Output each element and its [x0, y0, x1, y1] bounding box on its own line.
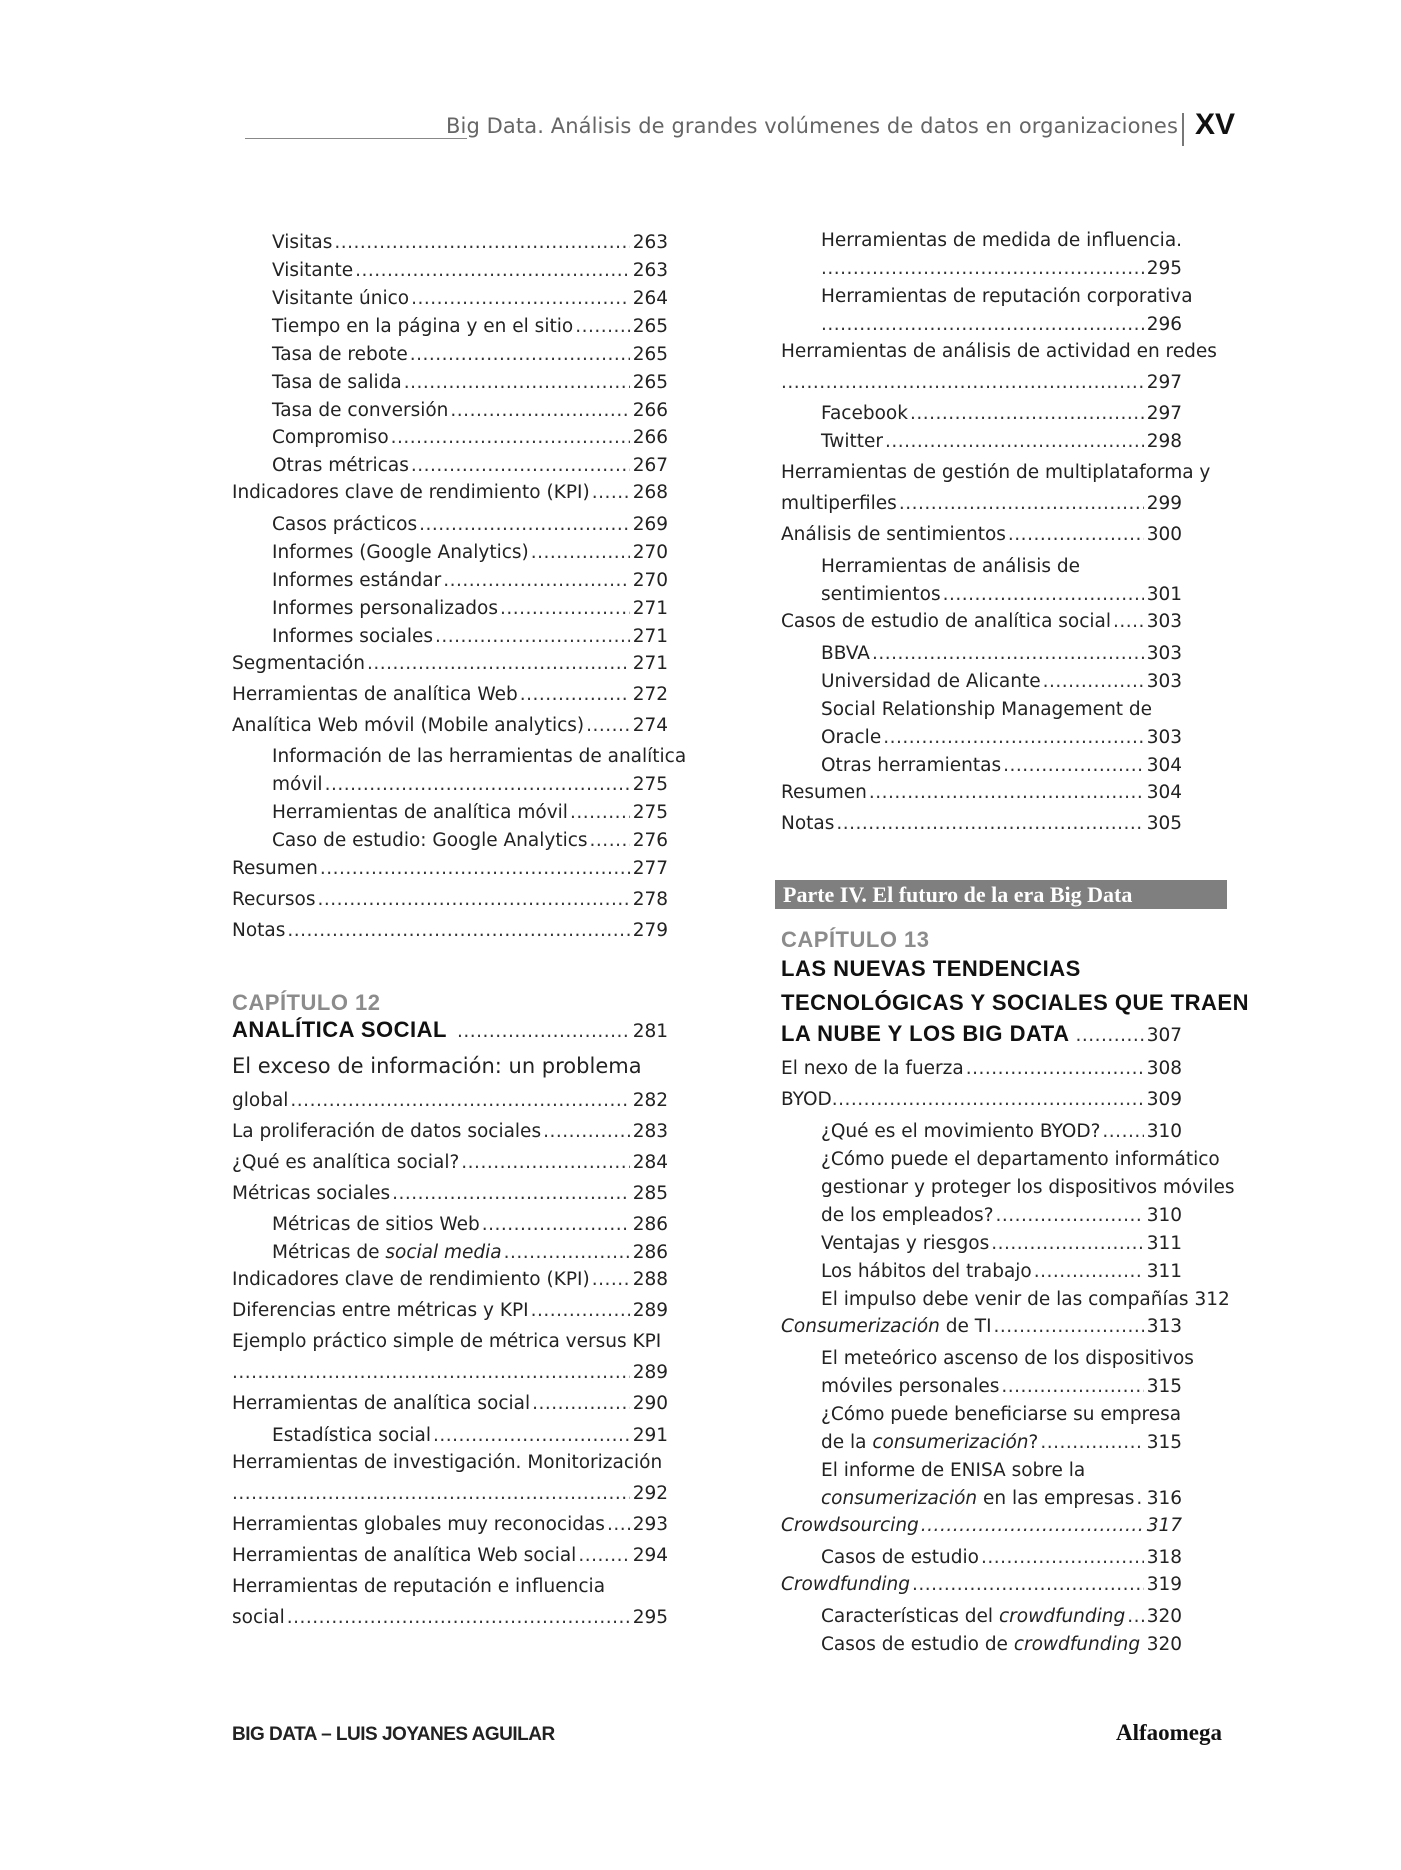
running-header-title: Big Data. Análisis de grandes volúmenes de datos en organizaciones: [446, 114, 1178, 138]
part-banner-title: Parte IV. El futuro de la era Big Data: [783, 882, 1133, 907]
header-rule: [245, 138, 467, 139]
toc-entry-line: Ejemplo práctico simple de métrica versus KPI: [232, 1331, 662, 1352]
toc-entry: Informes personalizados ..... 271: [272, 598, 668, 620]
toc-entry: Otras métricas ..... 267: [272, 455, 668, 477]
toc-entry: Oracle ..... 303: [821, 727, 1182, 749]
toc-entry-line: Herramientas de investigación. Monitorización: [232, 1452, 663, 1473]
toc-entry: Herramientas globales muy reconocidas ..... 293: [232, 1514, 668, 1536]
toc-entry-line: Herramientas de análisis de actividad en redes: [781, 341, 1217, 362]
toc-entry: de los empleados? ..... 310: [821, 1205, 1182, 1227]
toc-entry: Notas ..... 279: [232, 920, 668, 942]
toc-entry: Visitante único ..... 264: [272, 288, 668, 310]
toc-entry: Twitter ..... 298: [821, 431, 1182, 453]
toc-entry-line: Herramientas de gestión de multiplataforma y: [781, 462, 1211, 483]
toc-entry-line: Herramientas de reputación corporativa: [821, 286, 1193, 307]
toc-entry: Análisis de sentimientos ..... 300: [781, 524, 1182, 546]
toc-entry: Herramientas de analítica Web social ..... 294: [232, 1545, 668, 1567]
toc-entry: de la consumerización? ..... 315: [821, 1432, 1182, 1454]
toc-entry-line: Herramientas de medida de influencia.: [821, 230, 1183, 251]
toc-entry: ¿Qué es el movimiento BYOD? ..... 310: [821, 1121, 1182, 1143]
toc-entry: global ..... 282: [232, 1090, 668, 1112]
toc-entry: Informes (Google Analytics) ..... 270: [272, 542, 668, 564]
toc-entry: Estadística social ..... 291: [272, 1425, 668, 1447]
toc-entry: Crowdsourcing ..... 317: [781, 1515, 1182, 1537]
toc-entry-line: ¿Cómo puede beneficiarse su empresa: [821, 1404, 1182, 1425]
toc-entry-line: El informe de ENISA sobre la: [821, 1460, 1086, 1481]
toc-entry: Resumen ..... 277: [232, 858, 668, 880]
toc-entry: Casos de estudio de analítica social ..... 303: [781, 611, 1182, 633]
toc-entry: Informes sociales ..... 271: [272, 626, 668, 648]
toc-entry: Caso de estudio: Google Analytics ..... 276: [272, 830, 668, 852]
toc-entry: Informes estándar ..... 270: [272, 570, 668, 592]
toc-entry: Crowdfunding ..... 319: [781, 1574, 1182, 1596]
toc-entry: Otras herramientas ..... 304: [821, 755, 1182, 777]
toc-entry: BBVA ..... 303: [821, 643, 1182, 665]
toc-entry: Indicadores clave de rendimiento (KPI) ..... 288: [232, 1269, 668, 1291]
toc-entry: Casos de estudio ..... 318: [821, 1547, 1182, 1569]
toc-entry: Tasa de conversión ..... 266: [272, 400, 668, 422]
toc-entry: Compromiso ..... 266: [272, 427, 668, 449]
chapter-title-entry: LA NUBE Y LOS BIG DATA ..... 307: [781, 1021, 1182, 1049]
toc-entry: Casos de estudio de crowdfunding ..... 320: [821, 1634, 1182, 1656]
toc-entry: sentimientos ..... 301: [821, 584, 1182, 606]
toc-entry: ..... 297: [781, 372, 1182, 394]
footer-publisher: Alfaomega: [1115, 1720, 1222, 1745]
toc-entry: Visitas ..... 263: [272, 232, 668, 254]
toc-entry-line: El exceso de información: un problema: [232, 1054, 642, 1078]
toc-entry: ..... 296: [821, 314, 1182, 336]
toc-entry: Métricas de sitios Web ..... 286: [272, 1214, 668, 1236]
chapter-title-entry: ANALÍTICA SOCIAL ..... 281: [232, 1017, 668, 1045]
toc-entry: Resumen ..... 304: [781, 782, 1182, 804]
chapter-title-line: TECNOLÓGICAS Y SOCIALES QUE TRAEN: [781, 990, 1249, 1015]
toc-entry: Notas ..... 305: [781, 813, 1182, 835]
toc-entry: Ventajas y riesgos ..... 311: [821, 1233, 1182, 1255]
toc-entry: Tasa de salida ..... 265: [272, 372, 668, 394]
toc-entry: Universidad de Alicante ..... 303: [821, 671, 1182, 693]
toc-entry: Facebook ..... 297: [821, 403, 1182, 425]
toc-entry: móviles personales ..... 315: [821, 1376, 1182, 1398]
toc-entry: Visitante ..... 263: [272, 260, 668, 282]
toc-entry: El nexo de la fuerza ..... 308: [781, 1058, 1182, 1080]
toc-entry: Tiempo en la página y en el sitio ..... 265: [272, 316, 668, 338]
toc-entry-line: ¿Cómo puede el departamento informático: [821, 1149, 1220, 1170]
toc-entry: ..... 292: [232, 1483, 668, 1505]
toc-entry: BYOD ..... 309: [781, 1089, 1182, 1111]
chapter-title-line: LAS NUEVAS TENDENCIAS: [781, 956, 1081, 981]
toc-entry: multiperfiles ..... 299: [781, 493, 1182, 515]
toc-entry: social ..... 295: [232, 1607, 668, 1629]
toc-entry: Casos prácticos ..... 269: [272, 514, 668, 536]
header-divider: [1182, 113, 1184, 146]
toc-entry: Herramientas de analítica móvil ..... 275: [272, 802, 668, 824]
toc-entry: Indicadores clave de rendimiento (KPI) ..... 268: [232, 482, 668, 504]
toc-entry: Los hábitos del trabajo ..... 311: [821, 1261, 1182, 1283]
footer-book-author: BIG DATA – LUIS JOYANES AGUILAR: [232, 1724, 555, 1745]
toc-entry-line: Información de las herramientas de analítica: [272, 746, 687, 767]
toc-entry: Diferencias entre métricas y KPI ..... 289: [232, 1300, 668, 1322]
toc-entry-line: El meteórico ascenso de los dispositivos: [821, 1348, 1194, 1369]
toc-entry: Consumerización de TI ..... 313: [781, 1316, 1182, 1338]
toc-entry: Métricas sociales ..... 285: [232, 1183, 668, 1205]
part-banner: [775, 880, 1227, 909]
toc-entry: Herramientas de analítica Web ..... 272: [232, 684, 668, 706]
toc-entry-line: Social Relationship Management de: [821, 699, 1153, 720]
toc-entry: Segmentación ..... 271: [232, 653, 668, 675]
toc-entry: ..... 295: [821, 258, 1182, 280]
toc-entry: ¿Qué es analítica social? ..... 284: [232, 1152, 668, 1174]
toc-entry-line: Herramientas de reputación e influencia: [232, 1576, 606, 1597]
toc-entry: móvil ..... 275: [272, 774, 668, 796]
toc-entry-line: gestionar y proteger los dispositivos móviles: [821, 1177, 1235, 1198]
chapter-label: CAPÍTULO 12: [232, 990, 381, 1015]
toc-entry: La proliferación de datos sociales ..... 283: [232, 1121, 668, 1143]
toc-entry: Herramientas de analítica social ..... 290: [232, 1393, 668, 1415]
chapter-label: CAPÍTULO 13: [781, 927, 930, 952]
toc-entry: Características del crowdfunding ..... 320: [821, 1606, 1182, 1628]
toc-entry-line: Herramientas de análisis de: [821, 556, 1080, 577]
toc-entry: consumerización en las empresas ..... 316: [821, 1488, 1182, 1510]
toc-entry: Recursos ..... 278: [232, 889, 668, 911]
page-number: XV: [1195, 108, 1236, 141]
toc-entry-line: El impulso debe venir de las compañías 312: [821, 1289, 1230, 1310]
toc-entry: Métricas de social media ..... 286: [272, 1242, 668, 1264]
toc-entry: Analítica Web móvil (Mobile analytics) ..... 274: [232, 715, 668, 737]
toc-entry: ..... 289: [232, 1362, 668, 1384]
toc-entry: Tasa de rebote ..... 265: [272, 344, 668, 366]
